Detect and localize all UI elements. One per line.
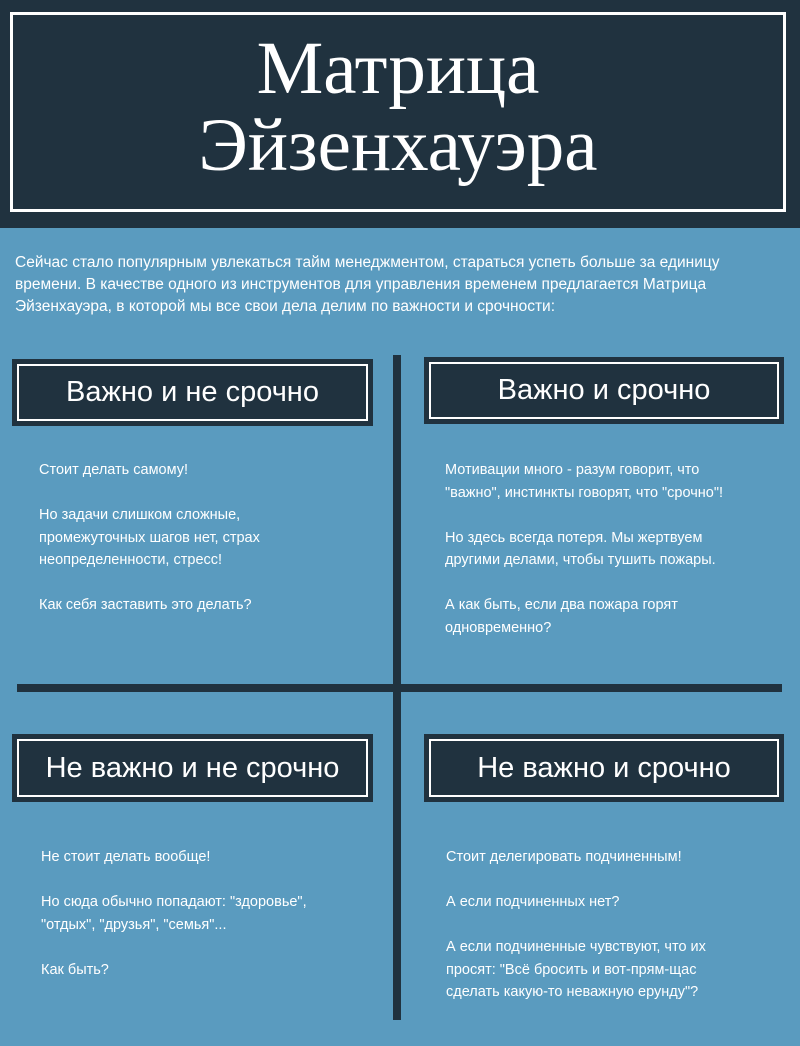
quadrant-paragraph: Но сюда обычно попадают: "здоровье", "отдых", "друзья", "семья"... <box>41 894 307 933</box>
quadrant-title-frame <box>429 739 779 797</box>
quadrant-title-frame <box>17 739 368 797</box>
quadrant-important-not-urgent-header <box>12 359 373 426</box>
quadrant-paragraph: Не стоит делать вообще! <box>41 849 211 865</box>
quadrant-important-not-urgent-body <box>39 459 339 617</box>
quadrant-title: Не важно и срочно <box>477 751 731 784</box>
quadrant-title: Важно и не срочно <box>66 376 319 408</box>
page-title <box>10 27 786 187</box>
quadrant-not-important-urgent-header <box>424 734 784 802</box>
quadrant-title: Важно и срочно <box>497 374 711 406</box>
quadrant-not-important-urgent-body <box>446 846 746 1004</box>
title-line-2: Эйзенхауэра <box>198 104 598 187</box>
quadrant-paragraph: А как быть, если два пожара горят одновременно? <box>445 597 678 636</box>
quadrant-title-frame <box>429 362 779 419</box>
quadrant-paragraph: Как себя заставить это делать? <box>39 597 252 613</box>
quadrant-paragraph: Стоит делегировать подчиненным! <box>446 849 682 865</box>
quadrant-paragraph: Мотивации много - разум говорит, что "важно", инстинкты говорят, что "срочно"! <box>445 462 724 501</box>
title-line-1: Матрица <box>256 27 540 110</box>
quadrant-important-urgent-body <box>445 459 750 639</box>
quadrant-paragraph: Как быть? <box>41 961 109 978</box>
quadrant-paragraph: Но здесь всегда потеря. Мы жертвуем другими делами, чтобы тушить пожары. <box>445 529 716 568</box>
quadrant-paragraph: А если подчиненных нет? <box>446 894 620 910</box>
quadrant-paragraph: Стоит делать самому! <box>39 462 189 478</box>
quadrant-paragraph: А если подчиненные чувствуют, что их просят: "Всё бросить и вот-прям-щас сделать какую-то неважную ерунду"? <box>446 939 706 1000</box>
quadrant-important-urgent-header <box>424 357 784 424</box>
quadrant-not-important-not-urgent-header <box>12 734 373 802</box>
quadrant-title: Не важно и не срочно <box>45 751 340 784</box>
quadrant-not-important-not-urgent-body <box>41 846 346 981</box>
matrix-horizontal-divider <box>17 684 782 692</box>
intro-paragraph: Сейчас стало популярным увлекаться тайм менеджментом, стараться успеть больше за единицу времени. В качестве одного из инструментов для управления временем предлагается Матрица Эйзенхауэра, в которой мы все свои дела делим по важности и срочности: <box>15 254 720 315</box>
quadrant-title-frame <box>17 364 368 421</box>
quadrant-paragraph: Но задачи слишком сложные, промежуточных шагов нет, страх неопределенности, стресс! <box>39 507 260 568</box>
